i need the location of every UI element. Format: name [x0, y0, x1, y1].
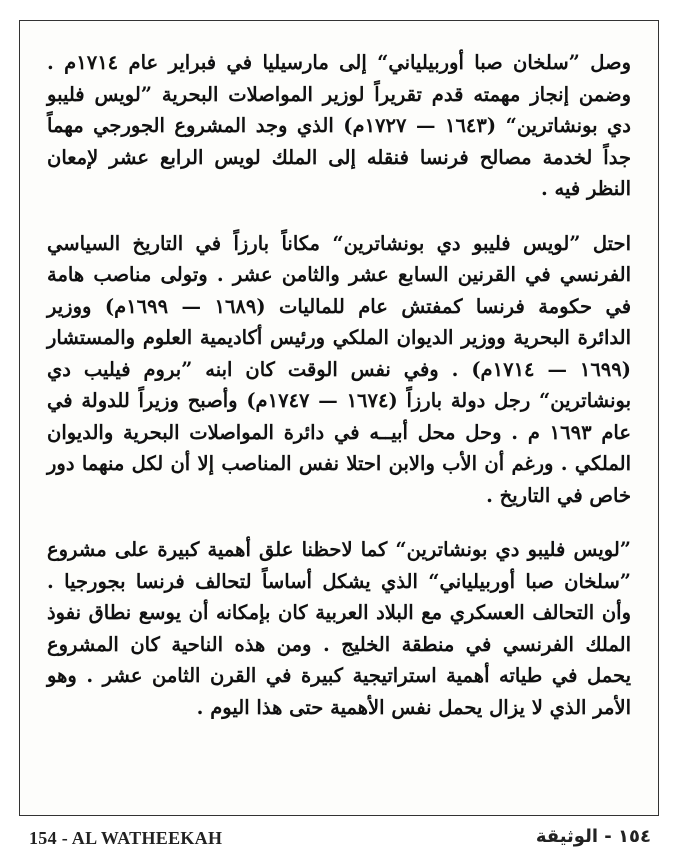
paragraph: ”لويس فليبو دي بونشاترين“ كما لاحظنا علق أهمية كبيرة على مشروع ”سلخان صبا أوربيلياني“ الذي يشكل أساساً لتحالف فرنسا بجورجيا . وأن التحالف العسكري مع البلاد العربية كان بإمكانه أن يوسع نطاق نفوذ الملك الفرنسي في منطقة الخليج . ومن هذه الناحية كان المشروع يحمل في طياته أهمية استراتيجية كبيرة في القرن الثامن عشر . وهو الأمر الذي لا يزال يحمل نفس الأهمية حتى هذا اليوم . — [47, 538, 631, 719]
footer-page-number-arabic: ١٥٤ - الوثيقة — [535, 826, 651, 847]
article-body — [47, 47, 631, 723]
paragraph: وصل ”سلخان صبا أوربيلياني“ إلى مارسيليا في فبراير عام ١٧١٤م . وضمن إنجاز مهمته قدم تقريراً لوزير المواصلات البحرية ”لويس فليبو دي بونشاترين“ (١٦٤٣ — ١٧٢٧م) الذي وجد المشروع الجورجي مهماً جداً لخدمة مصالح فرنسا فنقله إلى الملك لويس الرابع عشر لإمعان النظر فيه . — [47, 51, 631, 200]
text-box — [19, 20, 659, 816]
paragraph: احتل ”لويس فليبو دي بونشاترين“ مكاناً بارزاً في التاريخ السياسي الفرنسي في القرنين السابع عشر والثامن عشر . وتولى مناصب هامة في حكومة فرنسا كمفتش عام للماليات (١٦٨٩ — ١٦٩٩م) ووزير الدائرة البحرية ووزير الديوان الملكي ورئيس أكاديمية العلوم والمستشار (١٦٩٩ — ١٧١٤م) . وفي نفس الوقت كان ابنه ”بروم فيليب دي بونشاترين“ رجل دولة بارزاً (١٦٧٤ — ١٧٤٧م) وأصبح وزيراً للدولة في عام ١٦٩٣ م . وحل محل أبيــه في دائرة المواصلات البحرية والديوان الملكي . ورغم أن الأب والابن احتلا نفس المناصب إلا أن لكل منهما دور خاص في التاريخ . — [47, 231, 632, 507]
footer-page-number-latin: 154 - AL WATHEEKAH — [29, 828, 223, 848]
page-footer — [0, 826, 680, 856]
